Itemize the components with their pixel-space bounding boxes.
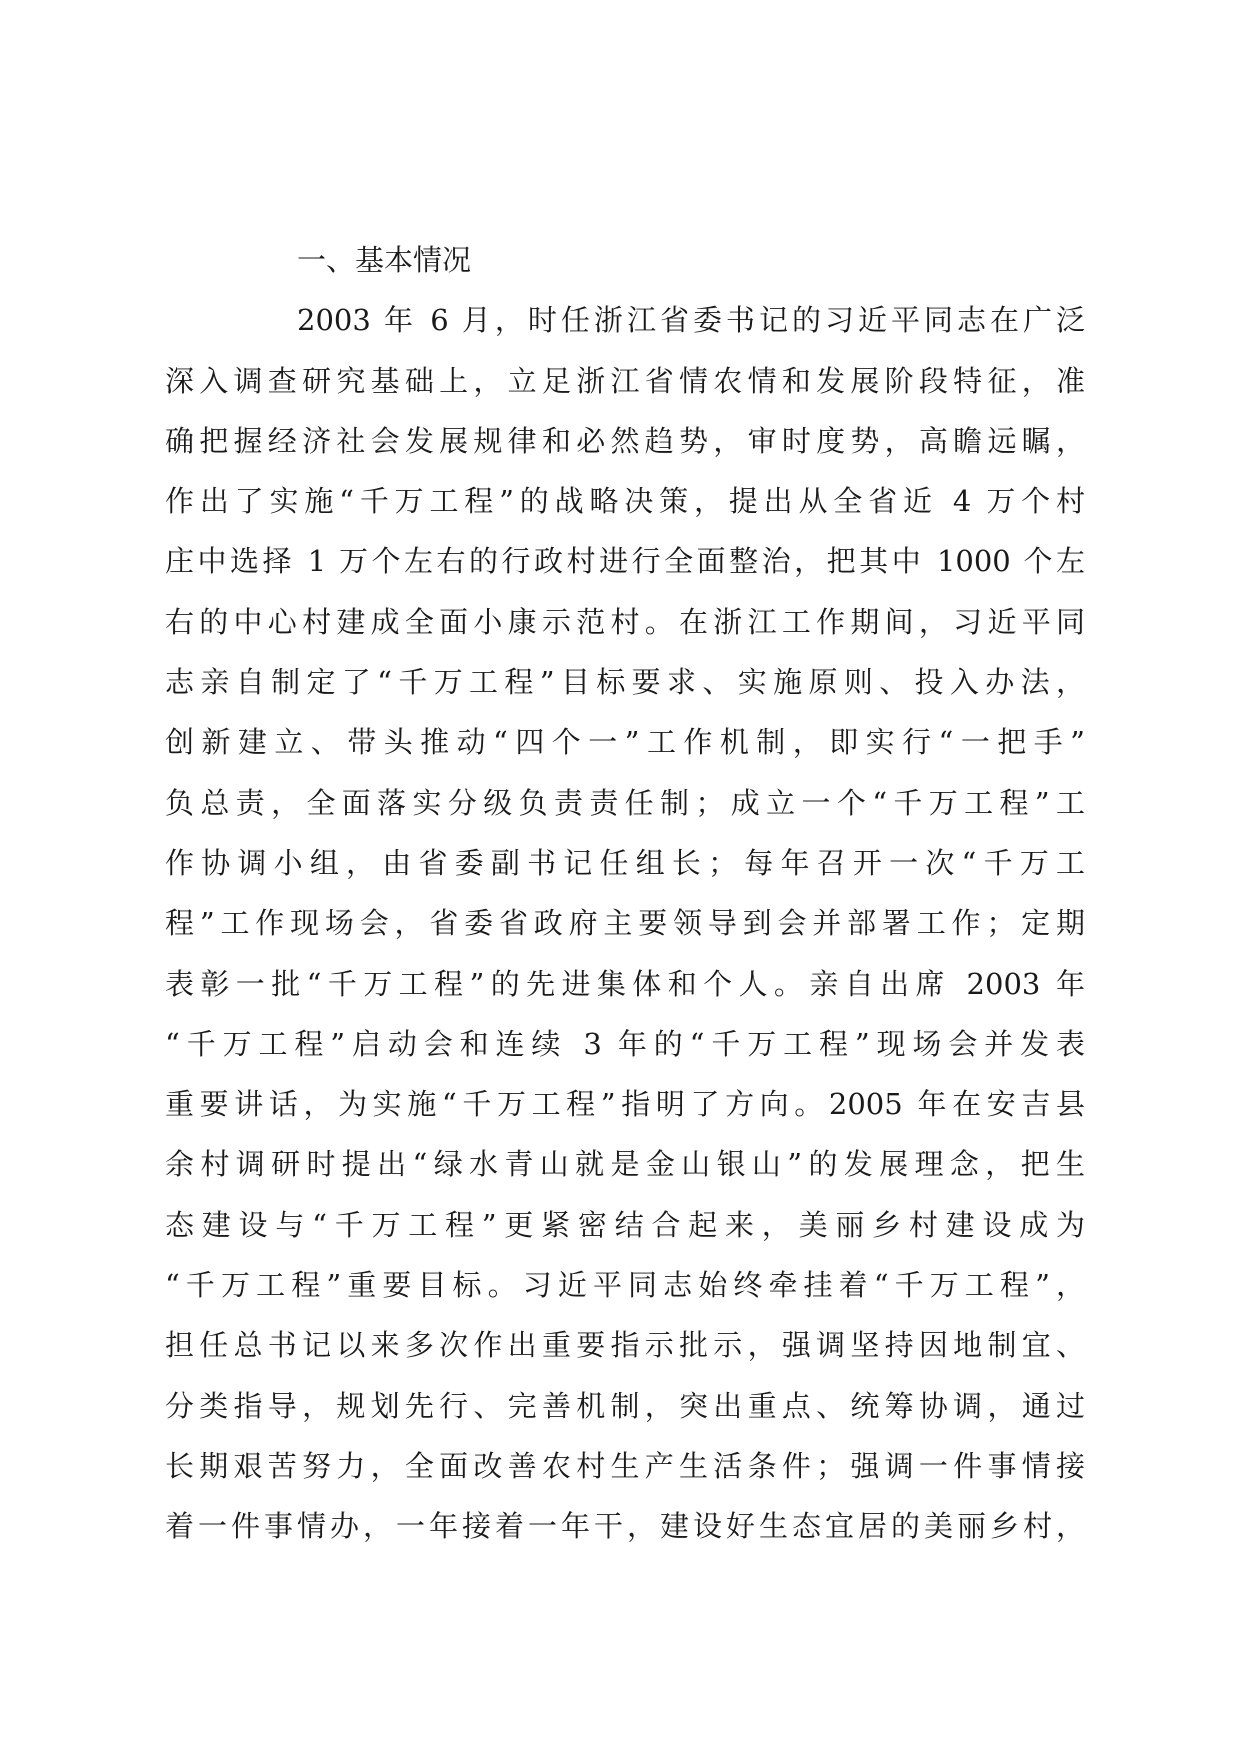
paragraph-line: “千万工程”启动会和连续 3 年的“千万工程”现场会并发表 bbox=[165, 1026, 1085, 1061]
paragraph-line: 深入调查研究基础上，立足浙江省情农情和发展阶段特征，准 bbox=[165, 363, 1085, 398]
section-heading: 一、基本情况 bbox=[297, 243, 472, 277]
paragraph-line: 着一件事情办，一年接着一年干，建设好生态宜居的美丽乡村， bbox=[165, 1509, 1085, 1544]
paragraph-line: 右的中心村建成全面小康示范村。在浙江工作期间，习近平同 bbox=[165, 604, 1085, 639]
paragraph-line: 创新建立、带头推动“四个一”工作机制，即实行“一把手” bbox=[165, 725, 1085, 760]
paragraph-line: 态建设与“千万工程”更紧密结合起来，美丽乡村建设成为 bbox=[165, 1207, 1085, 1242]
paragraph-line: 庄中选择 1 万个左右的行政村进行全面整治，把其中 1000 个左 bbox=[165, 544, 1085, 579]
paragraph-line: 担任总书记以来多次作出重要指示批示，强调坚持因地制宜、 bbox=[165, 1328, 1085, 1363]
paragraph-line: “千万工程”重要目标。习近平同志始终牵挂着“千万工程”， bbox=[165, 1268, 1085, 1303]
paragraph-line: 负总责，全面落实分级负责责任制；成立一个“千万工程”工 bbox=[165, 785, 1085, 820]
paragraph-line: 重要讲话，为实施“千万工程”指明了方向。2005 年在安吉县 bbox=[165, 1087, 1085, 1122]
paragraph-line: 余村调研时提出“绿水青山就是金山银山”的发展理念，把生 bbox=[165, 1147, 1085, 1182]
paragraph-line: 表彰一批“千万工程”的先进集体和个人。亲自出席 2003 年 bbox=[165, 966, 1085, 1001]
paragraph-line: 作协调小组，由省委副书记任组长；每年召开一次“千万工 bbox=[165, 845, 1085, 880]
paragraph-line: 程”工作现场会，省委省政府主要领导到会并部署工作；定期 bbox=[165, 906, 1085, 941]
document-body bbox=[165, 230, 1085, 1557]
paragraph-line: 分类指导，规划先行、完善机制，突出重点、统筹协调，通过 bbox=[165, 1388, 1085, 1423]
paragraph-line: 确把握经济社会发展规律和必然趋势，审时度势，高瞻远瞩， bbox=[165, 423, 1085, 458]
paragraph bbox=[165, 290, 1085, 1556]
paragraph-line: 2003 年 6 月，时任浙江省委书记的习近平同志在广泛 bbox=[297, 303, 1085, 338]
paragraph-line: 长期艰苦努力，全面改善农村生产生活条件；强调一件事情接 bbox=[165, 1448, 1085, 1483]
paragraph-line: 志亲自制定了“千万工程”目标要求、实施原则、投入办法， bbox=[165, 665, 1085, 700]
paragraph-line: 作出了实施“千万工程”的战略决策，提出从全省近 4 万个村 bbox=[165, 484, 1085, 519]
